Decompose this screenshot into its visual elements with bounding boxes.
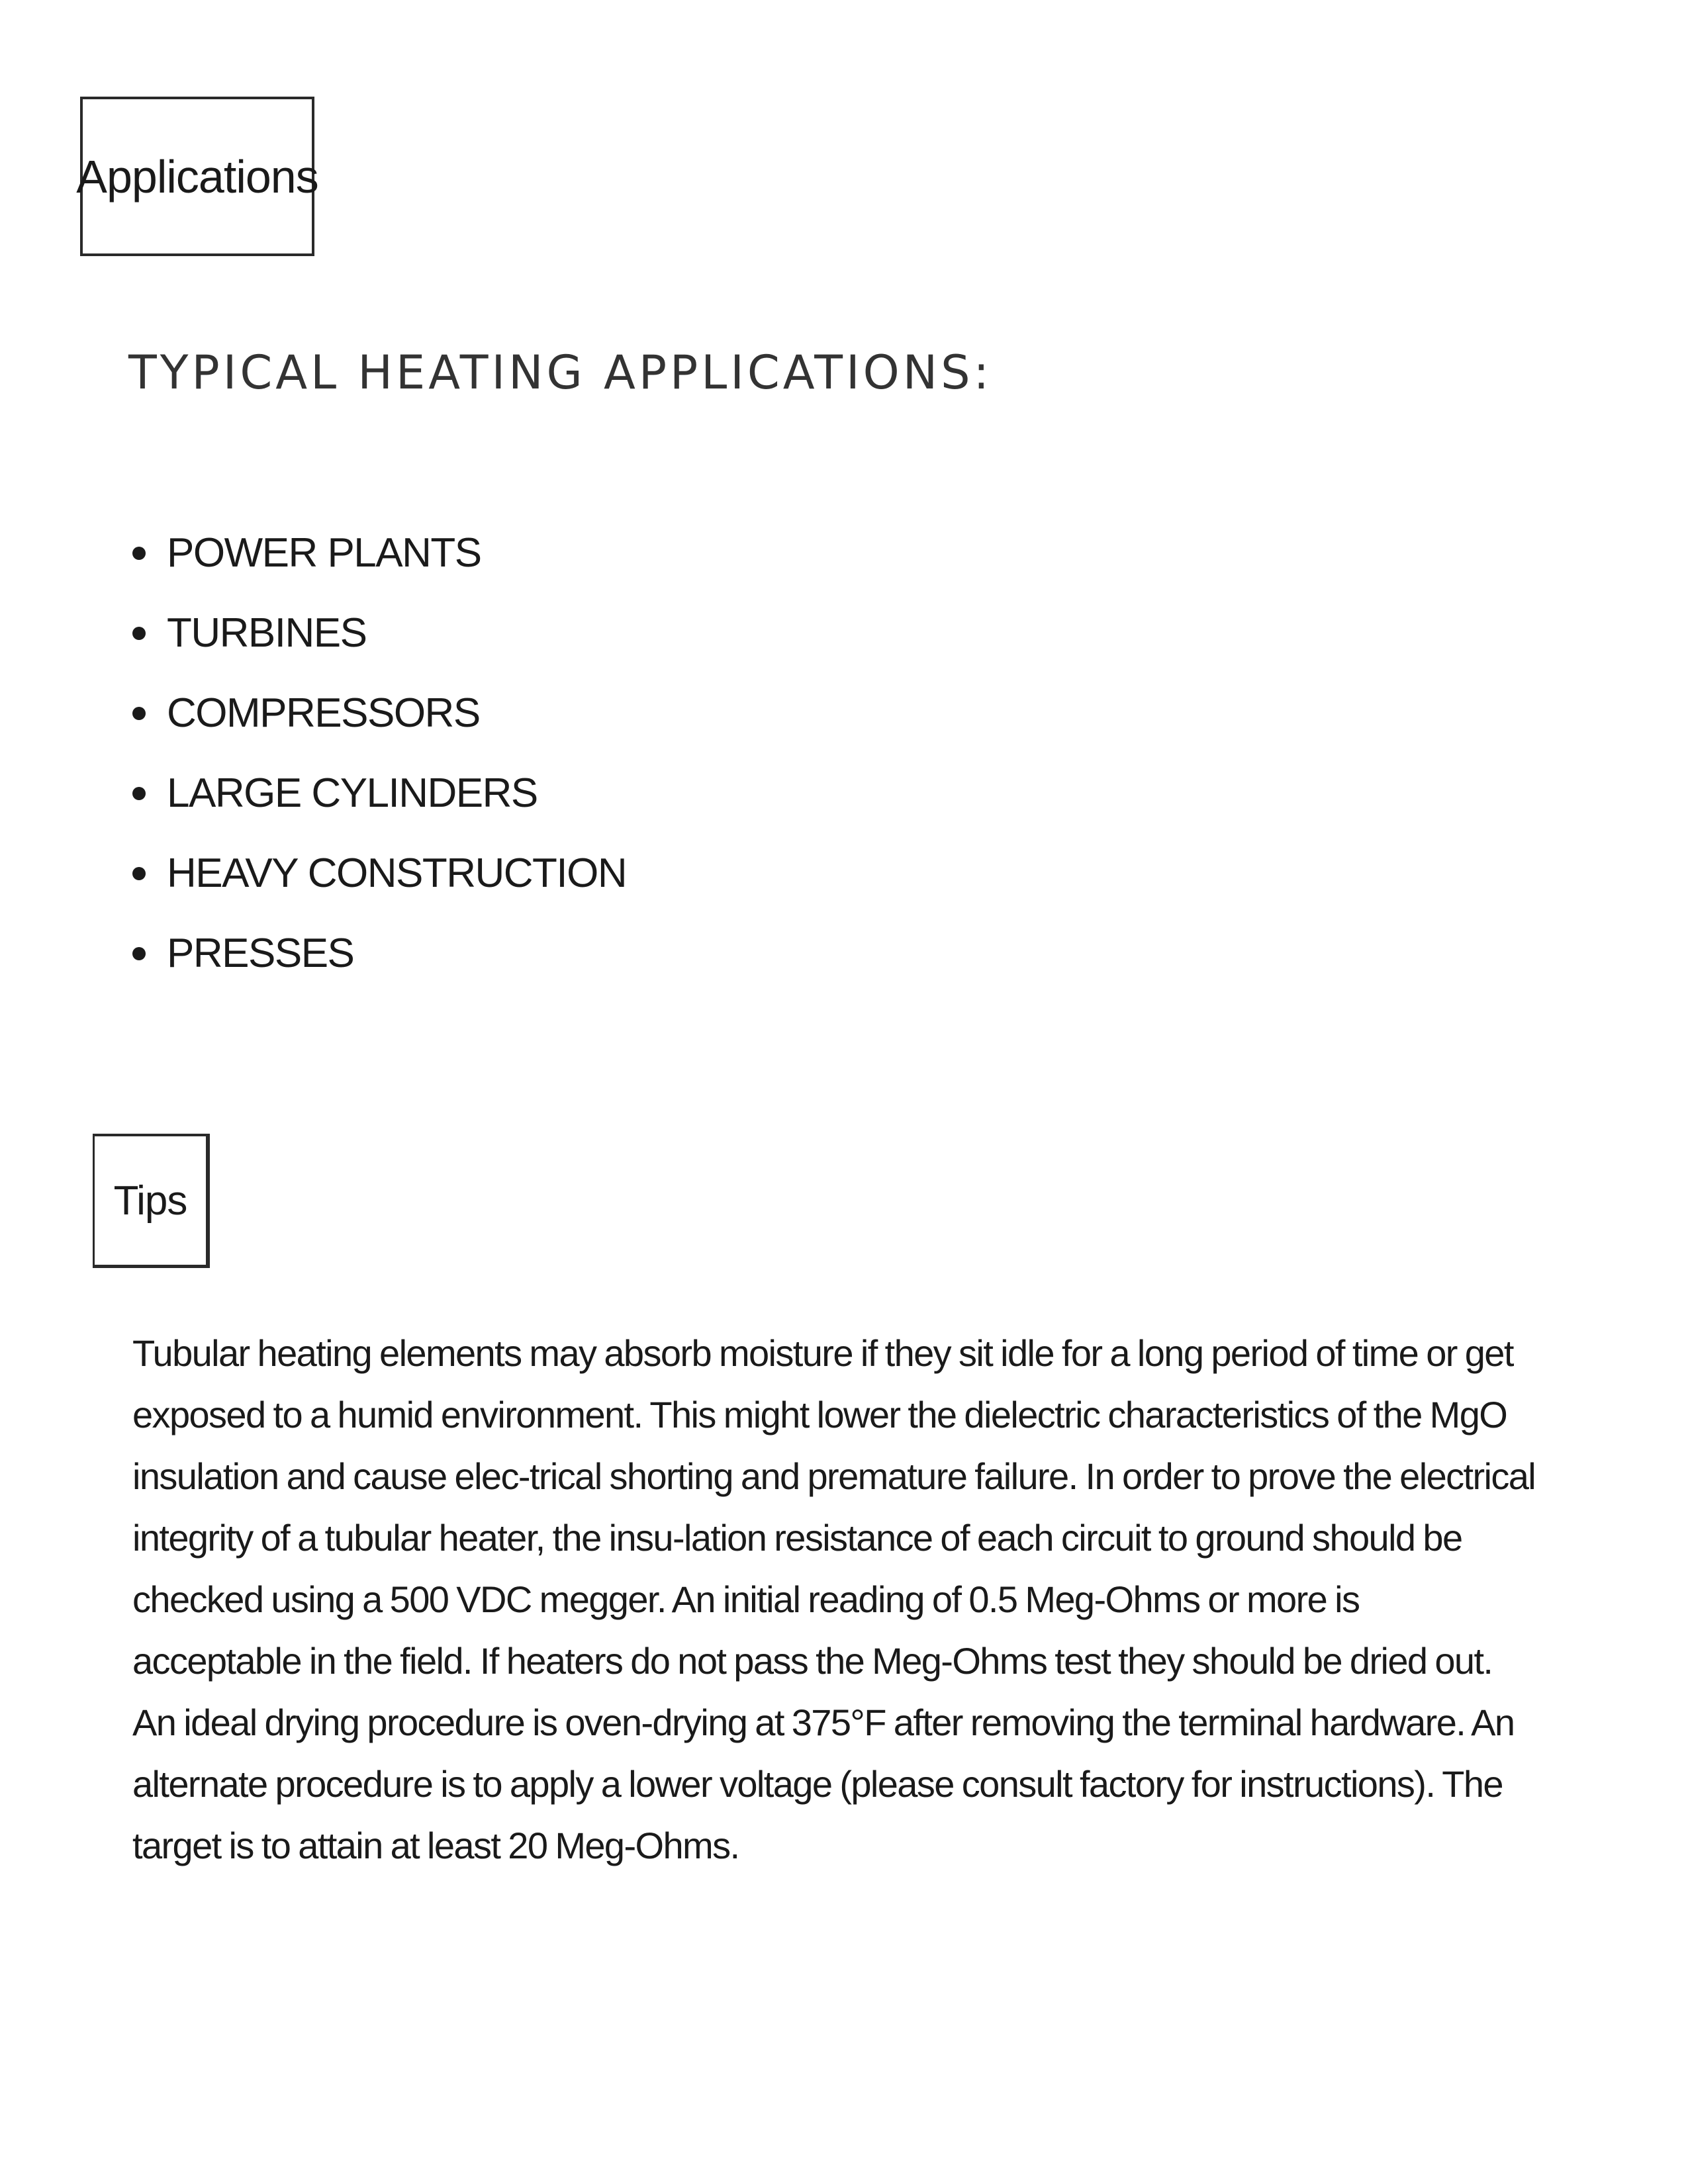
list-item — [132, 913, 626, 993]
list-item — [132, 513, 626, 593]
applications-tab[interactable] — [76, 97, 318, 256]
bullet-icon — [132, 627, 146, 640]
applications-tab-label: Applications — [76, 150, 318, 203]
list-item — [132, 673, 626, 753]
list-item-label: POWER PLANTS — [167, 530, 481, 576]
tips-tab[interactable] — [93, 1134, 210, 1268]
list-item-label: PRESSES — [167, 931, 354, 976]
bullet-icon — [132, 547, 146, 560]
list-item-label: HEAVY CONSTRUCTION — [167, 850, 627, 896]
list-item — [132, 833, 626, 913]
bullet-icon — [132, 707, 146, 720]
typical-heating-applications-heading: TYPICAL HEATING APPLICATIONS: — [128, 345, 993, 400]
list-item — [132, 753, 626, 833]
list-item-label: COMPRESSORS — [167, 690, 480, 736]
tips-paragraph: Tubular heating elements may absorb moisture if they sit idle for a long period of time or get exposed to a humid environment. This might lower the dielectric characteristics of the MgO insulation and cause elec-trical shorting and premature failure. In order to prove the electrical integrity of a tubular heater, the insu-lation resistance of each circuit to ground should be checked using a 500 VDC megger. An initial reading of 0.5 Meg-Ohms or more is acceptable in the field. If heaters do not pass the Meg-Ohms test they should be dried out. An ideal drying procedure is oven-drying at 375°F after removing the terminal hardware. An alternate procedure is to apply a lower voltage (please consult factory for instructions). The target is to attain at least 20 Meg-Ohms. — [132, 1332, 1536, 1866]
bullet-icon — [132, 947, 146, 960]
list-item-label: LARGE CYLINDERS — [167, 770, 538, 816]
heating-applications-list — [132, 513, 626, 993]
list-item — [132, 593, 626, 673]
bullet-icon — [132, 867, 146, 880]
tips-tab-label: Tips — [113, 1177, 187, 1224]
list-item-label: TURBINES — [167, 610, 367, 656]
bullet-icon — [132, 787, 146, 800]
